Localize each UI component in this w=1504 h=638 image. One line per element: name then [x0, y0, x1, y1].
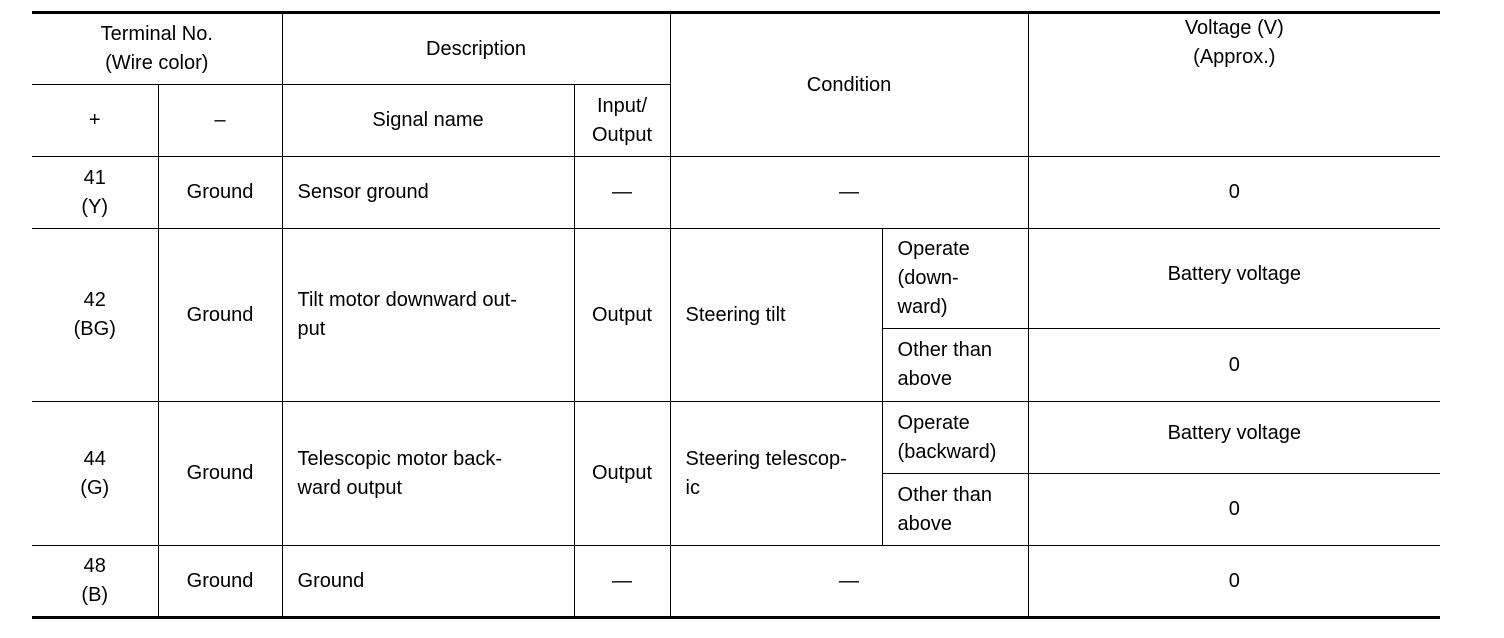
condition-state: Other than above [882, 329, 1028, 402]
condition: — [670, 546, 1028, 618]
condition: Steering tilt [670, 229, 882, 402]
header-signal-name: Signal name [282, 85, 574, 157]
signal-name: Ground [282, 546, 574, 618]
io-value: — [574, 546, 670, 618]
condition: Steering telescop- ic [670, 402, 882, 546]
header-voltage: Voltage (V) (Approx.) [1028, 13, 1440, 157]
terminal-minus: Ground [158, 229, 282, 402]
table-row [32, 229, 1440, 329]
condition-state: Other than above [882, 474, 1028, 546]
condition: — [670, 157, 1028, 229]
terminal-minus: Ground [158, 157, 282, 229]
condition-state: Operate (backward) [882, 402, 1028, 474]
table-row [32, 402, 1440, 474]
header-minus: – [158, 85, 282, 157]
terminal-plus: 48 (B) [32, 546, 158, 618]
voltage: 0 [1028, 474, 1440, 546]
table-row [32, 546, 1440, 618]
io-value: Output [574, 402, 670, 546]
signal-name: Tilt motor downward out- put [282, 229, 574, 402]
voltage: Battery voltage [1028, 229, 1440, 329]
voltage: 0 [1028, 329, 1440, 402]
terminal-plus: 42 (BG) [32, 229, 158, 402]
signal-name: Telescopic motor back- ward output [282, 402, 574, 546]
signal-name: Sensor ground [282, 157, 574, 229]
header-condition: Condition [670, 13, 1028, 157]
table-row [32, 157, 1440, 229]
voltage: 0 [1028, 157, 1440, 229]
header-description: Description [282, 13, 670, 85]
header-io: Input/ Output [574, 85, 670, 157]
voltage: 0 [1028, 546, 1440, 618]
terminal-minus: Ground [158, 546, 282, 618]
io-value: Output [574, 229, 670, 402]
condition-state: Operate (down- ward) [882, 229, 1028, 329]
terminal-minus: Ground [158, 402, 282, 546]
io-value: — [574, 157, 670, 229]
header-terminal: Terminal No. (Wire color) [32, 13, 282, 85]
terminal-plus: 41 (Y) [32, 157, 158, 229]
header-plus: + [32, 85, 158, 157]
voltage: Battery voltage [1028, 402, 1440, 474]
terminal-plus: 44 (G) [32, 402, 158, 546]
terminal-table [32, 11, 1440, 619]
